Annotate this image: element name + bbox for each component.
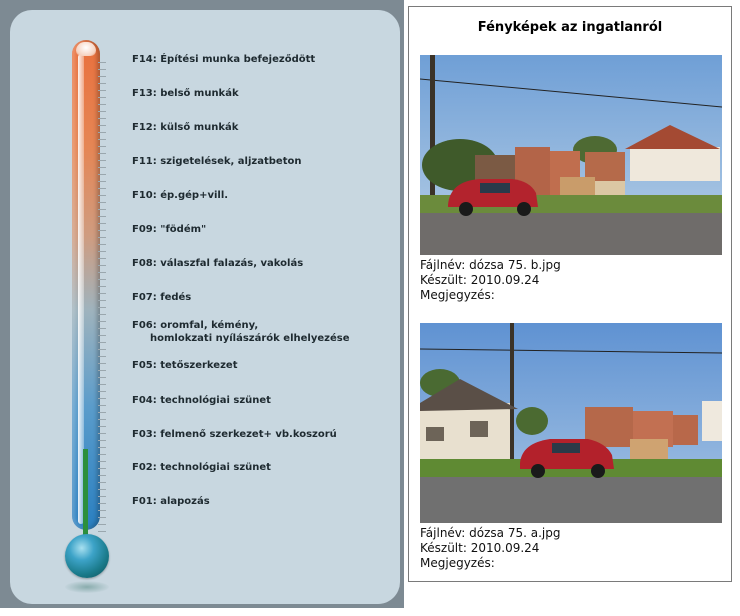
property-photo-2[interactable]	[420, 323, 722, 523]
photo-2-filename-label: Fájlnév:	[420, 526, 466, 540]
photo-1-note-label: Megjegyzés:	[420, 288, 495, 302]
phase-f03: F03: felmenő szerkezet+ vb.koszorú	[132, 429, 337, 440]
phase-f14: F14: Építési munka befejeződött	[132, 54, 316, 65]
phase-f04: F04: technológiai szünet	[132, 395, 271, 406]
property-photo-1[interactable]	[420, 55, 722, 255]
progress-level-bar	[83, 449, 88, 537]
photo-2-note-label: Megjegyzés:	[420, 556, 495, 570]
photo-1-filename-label: Fájlnév:	[420, 258, 466, 272]
phase-f01: F01: alapozás	[132, 496, 210, 507]
phase-f13: F13: belső munkák	[132, 88, 239, 99]
photo-1-note-row	[420, 288, 495, 303]
photo-2-filename: dózsa 75. a.jpg	[469, 526, 561, 540]
thermometer-scale	[98, 62, 106, 532]
phase-f08: F08: válaszfal falazás, vakolás	[132, 258, 304, 269]
photo-1-date-row	[420, 273, 539, 288]
photos-panel-title: Fényképek az ingatlanról	[477, 20, 663, 35]
photo-2-date-row	[420, 541, 539, 556]
house-construction-photo-icon	[420, 323, 722, 523]
phase-f02: F02: technológiai szünet	[132, 462, 271, 473]
thermometer-bulb	[65, 534, 109, 578]
photo-2-note-row	[420, 556, 495, 571]
photo-2-date: 2010.09.24	[470, 541, 540, 555]
progress-panel	[10, 10, 400, 604]
photo-2-date-label: Készült:	[420, 541, 467, 555]
phase-f12: F12: külső munkák	[132, 122, 239, 133]
phase-f05: F05: tetőszerkezet	[132, 360, 238, 371]
photo-1-filename-row	[420, 258, 561, 273]
photo-2-filename-row	[420, 526, 560, 541]
house-construction-photo-icon	[420, 55, 722, 255]
phase-f06-line2: homlokzati nyílászárók elhelyezése	[150, 333, 350, 344]
photo-1-date-label: Készült:	[420, 273, 467, 287]
thermometer-cap	[76, 42, 96, 56]
phase-f07: F07: fedés	[132, 292, 192, 303]
phase-f10: F10: ép.gép+vill.	[132, 190, 229, 201]
photo-1-filename: dózsa 75. b.jpg	[469, 258, 561, 272]
photos-panel	[408, 6, 732, 582]
phase-f06: F06: oromfal, kémény,	[132, 320, 259, 331]
phase-f11: F11: szigetelések, aljzatbeton	[132, 156, 302, 167]
thermometer	[72, 40, 100, 530]
photo-1-date: 2010.09.24	[470, 273, 540, 287]
thermometer-bulb-shadow	[65, 581, 109, 593]
phase-f09: F09: "födém"	[132, 224, 207, 235]
